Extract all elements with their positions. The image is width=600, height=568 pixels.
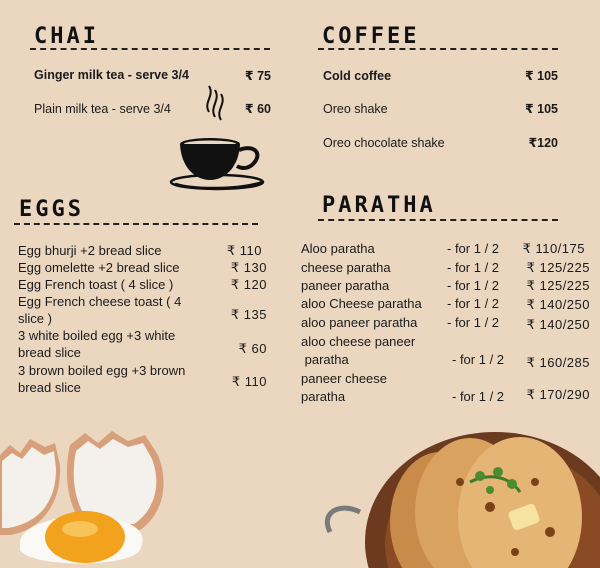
chai-item-name: Ginger milk tea - serve 3/4: [34, 68, 189, 82]
paratha-item-price: ₹ 125/225: [526, 260, 590, 275]
chai-divider: [30, 48, 270, 50]
coffee-heading: COFFEE: [322, 24, 420, 49]
eggs-item-name: Egg bhurji +2 bread slice: [18, 243, 162, 258]
paratha-item-name: paneer cheese: [301, 371, 388, 386]
eggs-item-name-continued: bread slice: [18, 380, 81, 395]
paratha-item-name-continued: paratha: [301, 389, 346, 404]
paratha-item-name: aloo cheese paneer: [301, 334, 416, 349]
paratha-heading: PARATHA: [322, 193, 436, 218]
eggs-item-price: ₹ 60: [238, 341, 267, 356]
paratha-item-price: ₹ 125/225: [526, 278, 590, 293]
paratha-item-size: - for 1 / 2: [447, 278, 500, 293]
paratha-item-price: ₹ 140/250: [526, 297, 590, 312]
paratha-item-size: - for 1 / 2: [447, 315, 500, 330]
eggs-item-name: Egg French toast ( 4 slice ): [18, 277, 174, 292]
eggs-item-name: Egg omelette +2 bread slice: [18, 260, 180, 275]
paratha-item-size: - for 1 / 2: [447, 241, 500, 256]
eggs-item-price: ₹ 120: [230, 277, 267, 292]
paratha-item-name: cheese paratha: [301, 260, 391, 275]
coffee-item-price: ₹ 105: [524, 69, 558, 83]
eggs-item-name: 3 brown boiled egg +3 brown: [18, 363, 186, 378]
coffee-item-price: ₹ 105: [524, 102, 558, 116]
paratha-divider: [318, 219, 558, 221]
coffee-divider: [318, 48, 558, 50]
coffee-item-price: ₹120: [528, 136, 558, 150]
paratha-item-price: ₹ 160/285: [526, 355, 590, 370]
coffee-item-name: Cold coffee: [323, 69, 392, 83]
eggs-item-name: 3 white boiled egg +3 white: [18, 328, 176, 343]
paratha-item-size: - for 1 / 2: [452, 389, 505, 404]
paratha-item-name: paneer paratha: [301, 278, 390, 293]
eggs-item-price: ₹ 110: [231, 374, 267, 389]
paratha-item-name-continued: paratha: [301, 352, 349, 367]
tea-cup-icon: [165, 82, 275, 197]
eggs-item-name-continued: slice ): [18, 311, 52, 326]
coffee-item-name: Oreo shake: [323, 102, 388, 116]
chai-item-price: ₹ 75: [244, 69, 271, 83]
paratha-item-name: aloo Cheese paratha: [301, 296, 422, 311]
paratha-item-size: - for 1 / 2: [447, 260, 500, 275]
eggs-item-name: Egg French cheese toast ( 4: [18, 294, 182, 309]
paratha-item-price: ₹ 140/250: [526, 317, 590, 332]
paratha-item-price: ₹ 110/175: [522, 241, 585, 256]
paratha-bowl-image: [320, 412, 600, 568]
paratha-item-name: aloo paneer paratha: [301, 315, 418, 330]
chai-item-name: Plain milk tea - serve 3/4: [34, 102, 171, 116]
eggs-item-price: ₹ 110: [226, 243, 262, 258]
eggs-item-name-continued: bread slice: [18, 345, 81, 360]
chai-item-price: ₹ 60: [244, 102, 271, 116]
paratha-item-size: - for 1 / 2: [452, 352, 505, 367]
eggs-item-price: ₹ 130: [230, 260, 267, 275]
coffee-item-name: Oreo chocolate shake: [323, 136, 445, 150]
chai-heading: CHAI: [34, 24, 99, 49]
paratha-item-name: Aloo paratha: [301, 241, 375, 256]
eggs-divider: [14, 223, 258, 225]
eggs-heading: EGGS: [19, 197, 84, 222]
cracked-egg-image: [0, 425, 170, 568]
paratha-item-size: - for 1 / 2: [447, 296, 500, 311]
paratha-item-price: ₹ 170/290: [526, 387, 590, 402]
eggs-item-price: ₹ 135: [230, 307, 267, 322]
